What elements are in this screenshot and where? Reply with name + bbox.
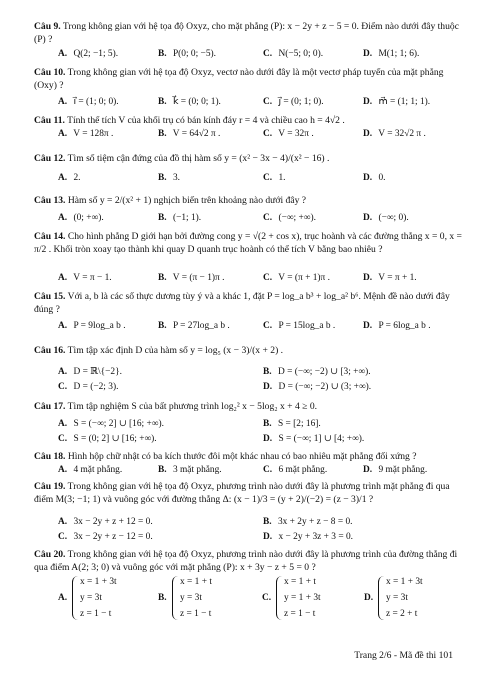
q14-option-d: D. V = π + 1. (363, 273, 417, 283)
q18-option-a: A. 4 mặt phẳng. (58, 465, 123, 475)
q14-option-a: A. V = π − 1. (58, 273, 112, 283)
q16-option-a: A. D = ℝ\{−2}. (58, 367, 122, 377)
q16-option-b: B. D = (−∞; −2) ∪ [3; +∞). (263, 367, 371, 377)
q15-option-a: A. P = 9log_a b . (58, 321, 126, 331)
q12-option-c: C. 1. (263, 173, 286, 183)
q19-option-b: B. 3x + 2y + z − 8 = 0. (263, 517, 353, 527)
q13-option-b: B. (−1; 1). (158, 213, 202, 223)
q17-option-b: B. S = [2; 16]. (263, 419, 321, 429)
q10-option-c: C. j⃗ = (0; 1; 0). (263, 97, 324, 107)
question-13: Câu 13. Hàm số y = 2/(x² + 1) nghịch biến trên khoảng nào dưới đây ? (34, 195, 307, 206)
question-11: Câu 11. Tính thể tích V của khối trụ có bán kính đáy r = 4 và chiều cao h = 4√2 . (34, 115, 345, 126)
q17-option-d: D. S = (−∞; 1] ∪ [4; +∞). (263, 434, 365, 444)
q14-option-b: B. V = (π − 1)π . (158, 273, 225, 283)
q12-option-b: B. 3. (158, 173, 180, 183)
q13-option-a: A. (0; +∞). (58, 213, 104, 223)
question-18: Câu 18. Hình hộp chữ nhật có ba kích thước đôi một khác nhau có bao nhiêu mặt phẳng đối xứng ? (34, 451, 417, 462)
q19-option-d: D. x − 2y + 3z + 3 = 0. (263, 532, 353, 542)
q20-option-d: D. x = 1 + 3t y = 3t z = 2 + t (364, 577, 423, 619)
q15-option-b: B. P = 27log_a b . (158, 321, 230, 331)
q18-option-c: C. 6 mặt phẳng. (263, 465, 328, 475)
q12-option-a: A. 2. (58, 173, 81, 183)
q9-option-a: A. Q(2; −1; 5). (58, 49, 119, 59)
q11-option-c: C. V = 32π . (263, 129, 314, 139)
q10-option-d: D. m⃗ = (1; 1; 1). (363, 97, 431, 107)
q12-option-d: D. 0. (363, 173, 386, 183)
q11-option-b: B. V = 64√2 π . (158, 129, 221, 139)
question-16: Câu 16. Tìm tập xác định D của hàm số y = log₅ (x − 3)/(x + 2) . (34, 345, 284, 356)
q16-option-d: D. D = (−∞; −2) ∪ (3; +∞). (263, 382, 372, 392)
q17-option-a: A. S = (−∞; 2] ∪ [16; +∞). (58, 419, 164, 429)
q11-option-d: D. V = 32√2 π . (363, 129, 426, 139)
q9-option-d: D. M(1; 1; 6). (363, 49, 420, 59)
q20-option-a: A. x = 1 + 3t y = 3t z = 1 − t (58, 577, 117, 619)
q18-option-b: B. 3 mặt phẳng. (158, 465, 222, 475)
question-15: Câu 15. Với a, b là các số thực dương tùy ý và a khác 1, đặt P = log_a b³ + log_a² b⁶. Mệnh đề nào dưới đây đúng ? (34, 291, 450, 315)
q14-option-c: C. V = (π + 1)π . (263, 273, 330, 283)
question-12: Câu 12. Tìm số tiệm cận đứng của đồ thị hàm số y = (x² − 3x − 4)/(x² − 16) . (34, 153, 330, 164)
question-19: Câu 19. Trong không gian với hệ tọa độ Oxyz, phương trình nào dưới đây là phương trình mặt phẳng đi qua điểm M(3; −1; 1) và vuông góc với đường thẳng Δ: (x − 1)/3 = (y + 2)/(−2) = (z − 3)/1 ? (34, 481, 450, 505)
q15-option-d: D. P = 6log_a b . (363, 321, 431, 331)
q19-option-c: C. 3x − 2y + z − 12 = 0. (58, 532, 153, 542)
question-9: Câu 9. Trong không gian với hệ tọa độ Oxyz, cho mặt phẳng (P): x − 2y + z − 5 = 0. Điểm nào dưới đây thuộc (P) ? (34, 21, 459, 45)
q9-option-b: B. P(0; 0; −5). (158, 49, 217, 59)
question-10: Câu 10. Trong không gian với hệ tọa độ Oxyz, vectơ nào dưới đây là một vectơ pháp tuyến của mặt phẳng (Oxy) ? (34, 67, 444, 91)
q19-option-a: A. 3x − 2y + z + 12 = 0. (58, 517, 153, 527)
q15-option-c: C. P = 15log_a b . (263, 321, 336, 331)
question-14: Câu 14. Cho hình phẳng D giới hạn bởi đường cong y = √(2 + cos x), trục hoành và các đường thẳng x = 0, x = π/2 . Khối tròn xoay tạo thành khi quay D quanh trục hoành có thể tích V bằng bao nhiêu ? (34, 231, 462, 255)
q11-option-a: A. V = 128π . (58, 129, 114, 139)
q13-option-d: D. (−∞; 0). (363, 213, 409, 223)
q16-option-c: C. D = (−2; 3). (58, 382, 119, 392)
q13-option-c: C. (−∞; +∞). (263, 213, 316, 223)
question-20: Câu 20. Trong không gian với hệ tọa độ Oxyz, phương trình nào dưới đây là phương trình của đường thẳng đi qua điểm A(2; 3; 0) và vuông góc với mặt phẳng (P): x + 3y − z + 5 = 0 ? (34, 549, 458, 573)
q18-option-d: D. 9 mặt phẳng. (363, 465, 428, 475)
question-17: Câu 17. Tìm tập nghiệm S của bất phương trình log₂² x − 5log₂ x + 4 ≥ 0. (34, 401, 318, 412)
q9-option-c: C. N(−5; 0; 0). (263, 49, 324, 59)
q20-option-c: C. x = 1 + t y = 1 + 3t z = 1 − t (262, 577, 321, 619)
q10-option-b: B. k⃗ = (0; 0; 1). (158, 97, 221, 107)
page-footer: Trang 2/6 - Mã đề thi 101 (354, 650, 453, 661)
q17-option-c: C. S = (0; 2] ∪ [16; +∞). (58, 434, 157, 444)
q20-option-b: B. x = 1 + t y = 3t z = 1 − t (158, 577, 212, 619)
q10-option-a: A. i⃗ = (1; 0; 0). (58, 97, 119, 107)
